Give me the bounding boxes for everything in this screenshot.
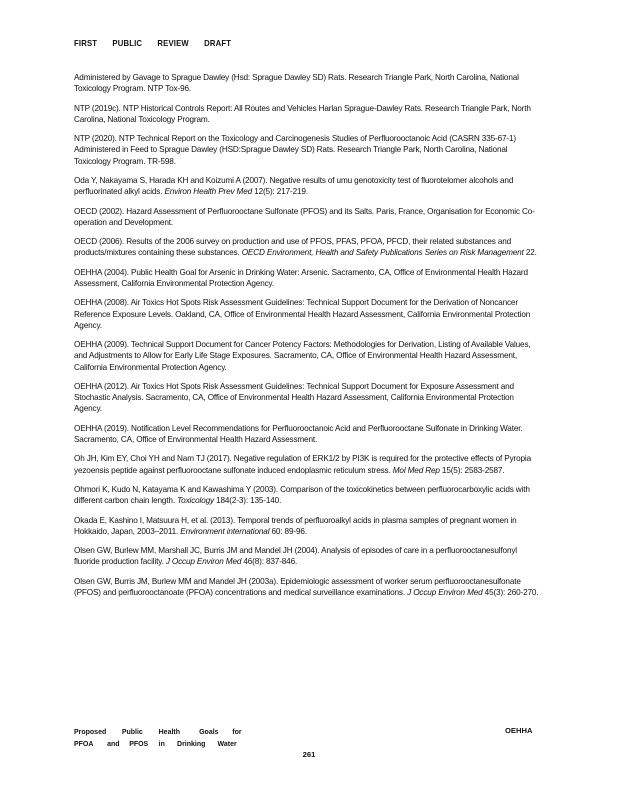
footer-document-title (74, 726, 260, 750)
header-word: FIRST (74, 38, 98, 48)
page-number: 261 (302, 750, 316, 759)
footer-word: in (158, 739, 165, 748)
reference-text: 22. (523, 248, 537, 258)
reference-text: OEHHA (2008). Air Toxics Hot Spots Risk Assessment Guidelines: Technical Support Document for the Derivation of Noncancer Reference Exposure Levels. Oakland, CA, Office of Environmental Health Hazard Assessment, California Environmental Protection Agency. (74, 298, 531, 330)
footer-word: Proposed (74, 727, 107, 736)
reference-entry (74, 206, 542, 228)
reference-journal: Environment international (180, 526, 270, 536)
header-word: DRAFT (204, 38, 232, 48)
reference-text: Administered by Gavage to Sprague Dawley (Hsd: Sprague Dawley SD) Rats. Research Triangle Park, North Carolina, National Toxicology Program. NTP Tox-96. (74, 73, 519, 94)
reference-journal: Mol Med Rep (392, 465, 440, 475)
reference-entry (74, 545, 542, 567)
reference-text: Oh JH, Kim EY, Choi YH and Nam TJ (2017). Negative regulation of ERK1/2 by PI3K is required for the protective effects of Pyropia yezoensis peptide against perfluorooctane sulfonate induced endoplasmic reticulum stress. (74, 454, 531, 475)
reference-text: OEHHA (2004). Public Health Goal for Arsenic in Drinking Water: Arsenic. Sacramento, CA, Office of Environmental Health Hazard Assessment, California Environmental Protection Agency. (74, 267, 528, 288)
reference-text: OECD (2002). Hazard Assessment of Perfluorooctane Sulfonate (PFOS) and its Salts. Paris, France, Organisation for Economic Co-operation and Development. (74, 206, 535, 227)
reference-entry (74, 381, 542, 415)
reference-journal: J Occup Environ Med (165, 557, 242, 567)
reference-text: OEHHA (2019). Notification Level Recommendations for Perfluorooctanoic Acid and Perfluorooctane Sulfonate in Drinking Water. Sacramento, CA, Office of Environmental Health Hazard Assessment. (74, 423, 523, 444)
reference-entry (74, 236, 542, 258)
reference-text: 184(2-3): 135-140. (213, 496, 282, 506)
reference-text: 12(5): 217-219. (252, 187, 308, 197)
reference-journal: J Occup Environ Med (407, 587, 483, 597)
reference-entry (74, 103, 542, 125)
reference-text: Okada E, Kashino I, Matsuura H, et al. (2013). Temporal trends of perfluoroalkyl acids in plasma samples of pregnant women in Hokkaido, Japan, 2003–2011. (74, 515, 517, 536)
footer-word: and (107, 739, 120, 748)
reference-entry (74, 133, 542, 167)
reference-list (74, 72, 542, 606)
reference-journal: OECD Environment, Health and Safety Publications Series on Risk Management (241, 248, 524, 258)
footer-word: Health (158, 727, 181, 736)
reference-entry (74, 453, 542, 475)
footer-agency: OEHHA (505, 726, 533, 735)
reference-journal: Environ Health Prev Med (164, 187, 253, 197)
reference-entry (74, 484, 542, 506)
reference-entry (74, 175, 542, 197)
footer-word: Goals (199, 727, 219, 736)
reference-entry (74, 267, 542, 289)
reference-entry (74, 72, 542, 94)
reference-text: 46(8): 837-846. (241, 557, 298, 567)
reference-text: Olsen GW, Burlew MM, Marshall JC, Burris JM and Mandel JH (2004). Analysis of episodes of care in a perfluorooctanesulfonyl fluoride production facility. (74, 546, 517, 567)
reference-text: 60: 89-96. (269, 526, 307, 536)
reference-text: Ohmori K, Kudo N, Katayama K and Kawashima Y (2003). Comparison of the toxicokinetics between perfluorocarboxylic acids with different carbon chain length. (74, 484, 530, 506)
footer-word: Drinking (177, 739, 206, 748)
footer-word: PFOA (74, 739, 94, 748)
footer-word: Public (121, 727, 143, 736)
reference-entry (74, 297, 542, 331)
reference-text: NTP (2019c). NTP Historical Controls Report: All Routes and Vehicles Harlan Sprague-Dawley Rats. Research Triangle Park, North Carolina, National Toxicology Program. (74, 103, 531, 124)
reference-text: OECD (2006). Results of the 2006 survey on production and use of PFOS, PFAS, PFOA, PFCD, their related substances and products/mixtures containing these substances. (74, 237, 512, 258)
footer-word: Water (217, 739, 237, 748)
reference-text: 15(5): 2583-2587. (439, 465, 505, 475)
reference-entry (74, 423, 542, 445)
header-word: REVIEW (157, 38, 189, 48)
footer-word: for (232, 727, 242, 736)
reference-text: Olsen GW, Burris JM, Burlew MM and Mandel JH (2003a). Epidemiologic assessment of worker serum perfluorooctanesulfonate (PFOS) and perfluorooctanoate (PFOA) concentrations and medical surveillance examinations. (74, 576, 521, 597)
reference-entry (74, 339, 542, 373)
reference-entry (74, 515, 542, 537)
reference-journal: Toxicology (177, 496, 214, 506)
reference-text: Oda Y, Nakayama S, Harada KH and Koizumi A (2007). Negative results of umu genotoxicity test of fluorotelomer alcohols and perfluorinated alkyl acids. (74, 175, 514, 197)
reference-text: 45(3): 260-270. (482, 587, 539, 597)
reference-text: OEHHA (2012). Air Toxics Hot Spots Risk Assessment Guidelines: Technical Support Document for Exposure Assessment and Stochastic Analysis. Sacramento, CA, Office of Environmental Health Hazard Assessment, California Environmental Protection Agency. (74, 381, 514, 414)
footer-word: PFOS (129, 739, 149, 748)
document-header (74, 38, 244, 48)
reference-entry (74, 576, 542, 598)
header-word: PUBLIC (112, 38, 143, 48)
reference-text: OEHHA (2009). Technical Support Document for Cancer Potency Factors: Methodologies for Derivation, Listing of Available Values, and Adjustments to Allow for Early Life Stage Exposures. Sacramento, CA, Office of Environmental Health Hazard Assessment, California Environmental Protection Agency. (74, 340, 531, 372)
reference-text: NTP (2020). NTP Technical Report on the Toxicology and Carcinogenesis Studies of Perfluorooctanoic Acid (CASRN 335-67-1) Administered in Feed to Sprague Dawley (HSD:Sprague Dawley SD) Rats. Research Triangle Park, North Carolina, National Toxicology Program. TR-598. (74, 134, 516, 166)
